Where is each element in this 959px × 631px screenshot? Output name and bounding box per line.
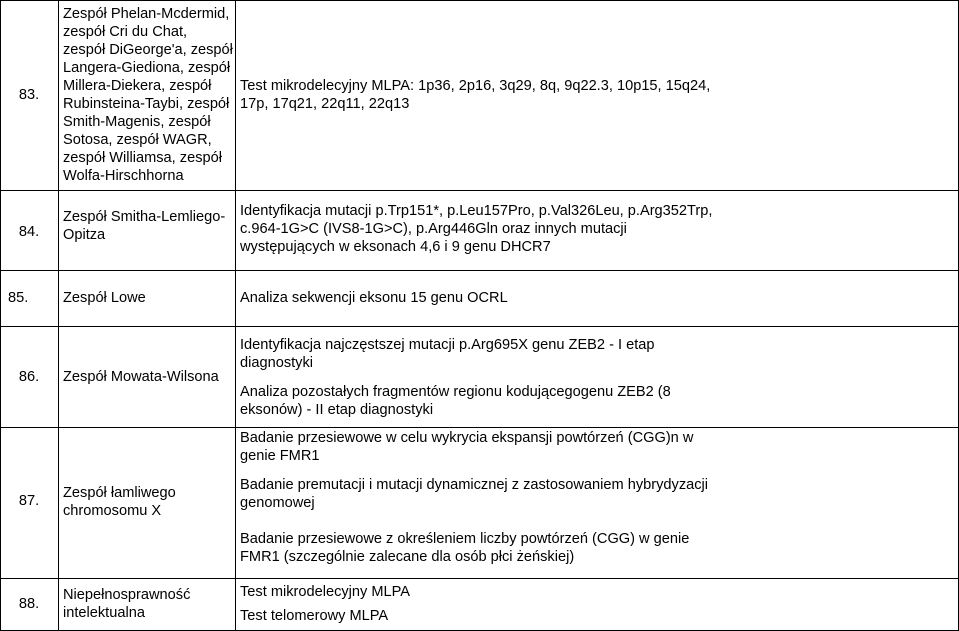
row-border [0, 326, 959, 327]
disease-name: Zespół Lowe [63, 290, 146, 306]
row-number: 83. [18, 87, 40, 103]
disease-name: Zespół Mowata-Wilsona [63, 369, 219, 385]
disease-name: Zespół Phelan-Mcdermid, zespół Cri du Chat, zespół DiGeorge'a, zespół Langera-Giediona, zespół Millera-Diekera, zespół Rubinsteina-Taybi, zespół Smith-Magenis, zespół Sotosa, zespół WAGR, zespół Williamsa, zespół Wolfa-Hirschhorna [63, 6, 233, 184]
test-description: Identyfikacja najczęstszej mutacji p.Arg695X genu ZEB2 - I etap diagnostyki [240, 337, 655, 371]
row-number: 86. [18, 369, 40, 385]
disease-name: Zespół Smitha-Lemliego- Opitza [63, 209, 226, 243]
test-description: Identyfikacja mutacji p.Trp151*, p.Leu157Pro, p.Val326Leu, p.Arg352Trp, c.964-1G>C (IVS8-1G>C), p.Arg446Gln oraz innych mutacji występujących w eksonach 4,6 i 9 genu DHCR7 [240, 203, 713, 255]
row-border [0, 427, 959, 428]
row-number: 85. [8, 290, 29, 306]
disease-name: Zespół łamliwego chromosomu X [63, 485, 176, 519]
test-description: Badanie przesiewowe z określeniem liczby powtórzeń (CGG) w genie FMR1 (szczególnie zalecane dla osób płci żeńskiej) [240, 531, 690, 565]
test-description: Test telomerowy MLPA [240, 608, 389, 624]
column-border [58, 0, 59, 631]
row-border [0, 270, 959, 271]
column-border [235, 0, 236, 631]
test-description: Test mikrodelecyjny MLPA [240, 584, 411, 600]
row-number: 87. [18, 493, 40, 509]
test-description: Badanie przesiewowe w celu wykrycia ekspansji powtórzeń (CGG)n w genie FMR1 [240, 430, 694, 464]
test-description: Badanie premutacji i mutacji dynamicznej z zastosowaniem hybrydyzacji genomowej [240, 477, 709, 511]
row-number: 84. [18, 224, 40, 240]
row-number: 88. [18, 596, 40, 612]
disease-name: Niepełnosprawność intelektualna [63, 587, 191, 621]
test-description: Analiza pozostałych fragmentów regionu kodującegogenu ZEB2 (8 eksonów) - II etap diagnostyki [240, 384, 671, 418]
row-border [0, 190, 959, 191]
test-description: Analiza sekwencji eksonu 15 genu OCRL [240, 290, 508, 306]
row-border [0, 578, 959, 579]
row-border [0, 0, 959, 1]
test-description: Test mikrodelecyjny MLPA: 1p36, 2p16, 3q29, 8q, 9q22.3, 10p15, 15q24, 17p, 17q21, 22q11, 22q13 [240, 78, 711, 112]
